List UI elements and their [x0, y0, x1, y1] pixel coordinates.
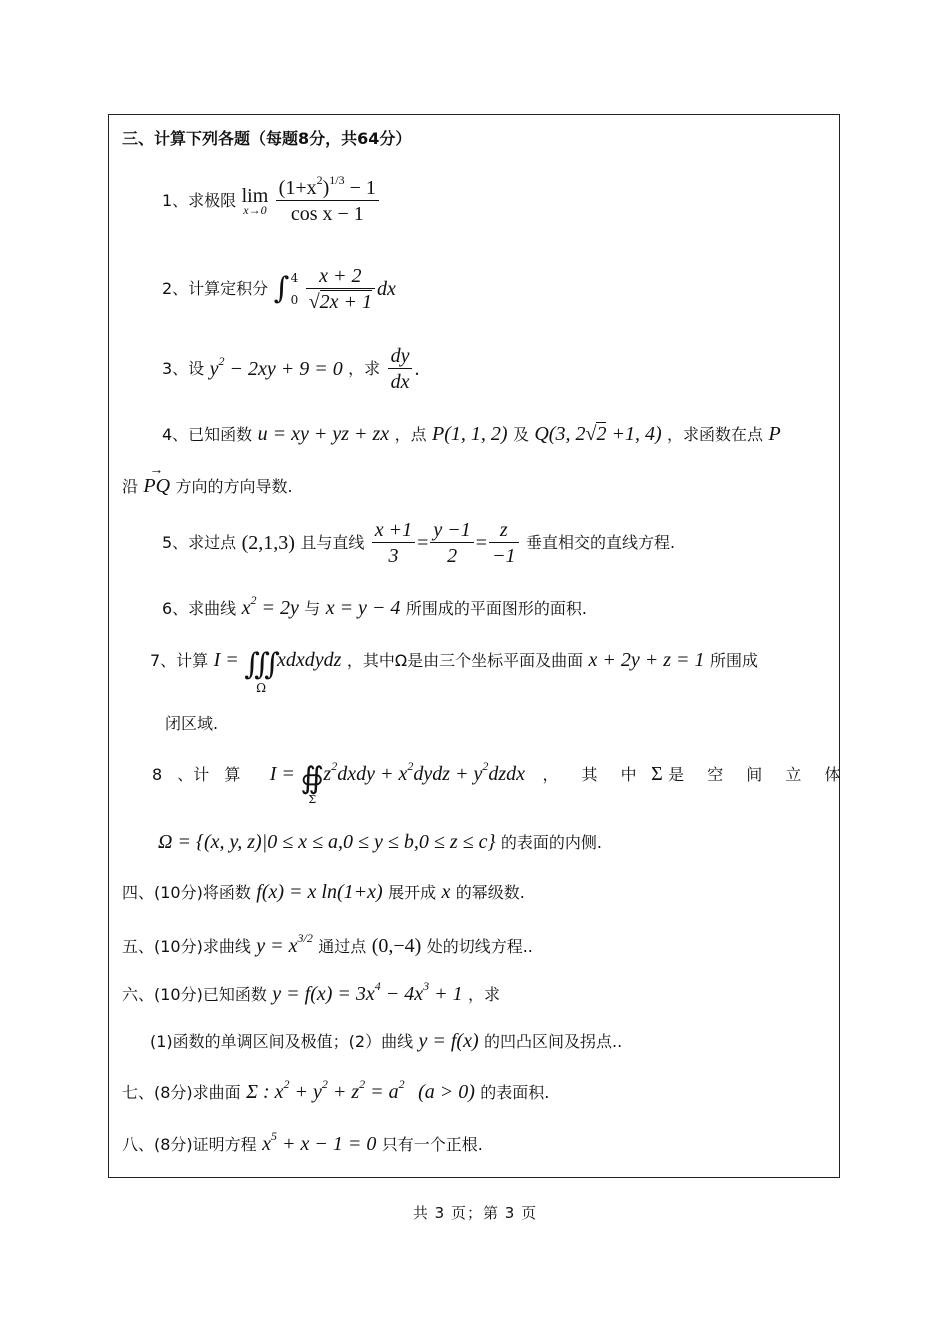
integral-sign: ∫: [273, 271, 290, 306]
q8-surface-integral: 8 、计 算 I = ∯ Σ $z^2dxdy$ + $x^2dydz$ + $y^2dzdx$ ， 其 中 Σ 是 空 间 立 体: [152, 759, 850, 806]
q5-line: 5、求过点 (2,1,3) 且与直线 $\frac{x +1}{3}$ = $\frac{y -1}{2}$ = $\frac{z}{-1}$ 垂直相交的直线方程.: [162, 519, 676, 567]
q6-area: 6、求曲线 $x^2 = 2y$ 与 x = y − 4 所围成的平面图形的面积.: [162, 593, 587, 619]
q2-definite-integral: 2、计算定积分 ∫ 4 0 $\frac{x + 2}{√2x + 1}$ dx: [162, 265, 396, 313]
section7: 七、(8分)求曲面 Σ : $x^2 + y^2 + z^2 = a^2$ (a > 0) 的表面积.: [122, 1077, 550, 1103]
section5: 五、(10分)求曲线 $y = x^{3/2}$ 通过点 (0,−4) 处的切线方程..: [122, 931, 533, 957]
q3-implicit: 3、设 $y^2 - 2xy + 9 = 0$ ，求 $\frac{dy}{dx}$ .: [162, 345, 420, 393]
q8-line2: Ω = {(x, y, z)|0 ≤ x ≤ a,0 ≤ y ≤ b,0 ≤ z ≤ c} 的表面的内侧.: [158, 831, 602, 853]
q4-line2: 沿 → PQ 方向的方向导数.: [122, 463, 293, 497]
section6-line2: (1)函数的单调区间及极值；(2）曲线 y = f(x) 的凹凸区间及拐点..: [150, 1030, 623, 1052]
section6: 六、(10分)已知函数 $y = f(x) = 3x^4 - 4x^3 + 1$ ，求: [122, 979, 501, 1005]
section3-heading: 三、计算下列各题（每题8分，共64分）: [122, 129, 412, 148]
section8: 八、(8分)证明方程 $x^5 + x - 1 = 0$ 只有一个正根.: [122, 1129, 483, 1155]
q4-line1: 4、已知函数 u = xy + yz + zx ，点 P(1, 1, 2) 及 Q(3, 2√2 +1, 4) ，求函数在点 P: [162, 423, 781, 445]
q7-triple-integral: 7、计算 I = ∭ Ω xdxdydz ，其中Ω是由三个坐标平面及曲面 x + 2y + z = 1 所围成: [150, 647, 758, 695]
section4: 四、(10分)将函数 f(x) = x ln(1+x) 展开成 x 的幂级数.: [122, 881, 525, 903]
q7-line2: 闭区域.: [165, 714, 219, 733]
page-footer: 共 3 页；第 3 页: [412, 1204, 538, 1222]
q1-limit: 1、求极限 lim x→0 $\frac{(1+x^2)^{1/3} - 1}{\text{cos x − 1}}$: [162, 178, 381, 224]
